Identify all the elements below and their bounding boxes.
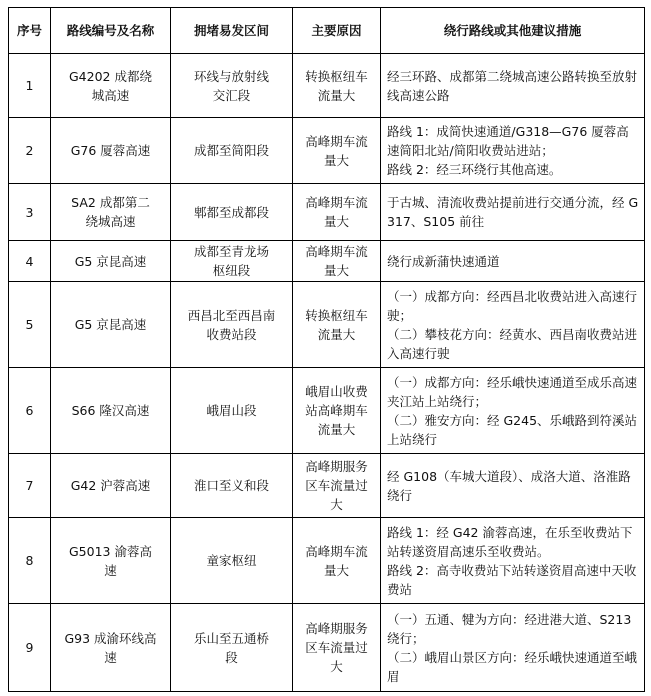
route-name: G4202 成都绕城高速 xyxy=(51,54,171,118)
table-row xyxy=(9,241,645,282)
advice-line: 路线 2：经三环绕行其他高速。 xyxy=(387,162,562,177)
route-name: G5 京昆高速 xyxy=(51,241,171,282)
congestion-section: 西昌北至西昌南收费站段 xyxy=(171,282,293,368)
detour-advice xyxy=(381,604,645,692)
document-page xyxy=(8,7,645,692)
header-advice: 绕行路线或其他建议措施 xyxy=(381,8,645,54)
table-row xyxy=(9,118,645,184)
row-number: 5 xyxy=(9,282,51,368)
route-name: S66 隆汉高速 xyxy=(51,368,171,454)
main-reason: 高峰期服务区车流量过大 xyxy=(293,604,381,692)
detour-advice xyxy=(381,454,645,518)
detour-advice xyxy=(381,368,645,454)
header-reason: 主要原因 xyxy=(293,8,381,54)
advice-line: （一）成都方向：经乐峨快速通道至成乐高速夹江站上站绕行； xyxy=(387,374,638,409)
table-row xyxy=(9,54,645,118)
congestion-section: 郫都至成都段 xyxy=(171,184,293,241)
route-name: G42 沪蓉高速 xyxy=(51,454,171,518)
table-header-row xyxy=(9,8,645,54)
congestion-section: 淮口至义和段 xyxy=(171,454,293,518)
advice-line: 绕行成新蒲快速通道 xyxy=(387,253,500,269)
advice-line: 路线 1：经 G42 渝蓉高速，在乐至收费站下站转遂资眉高速乐至收费站。 xyxy=(387,524,633,559)
row-number: 3 xyxy=(9,184,51,241)
congestion-section: 乐山至五通桥段 xyxy=(171,604,293,692)
row-number: 7 xyxy=(9,454,51,518)
main-reason: 高峰期车流量大 xyxy=(293,184,381,241)
detour-advice xyxy=(381,282,645,368)
main-reason: 转换枢纽车流量大 xyxy=(293,54,381,118)
table-row xyxy=(9,454,645,518)
advice-line: 于古城、清流收费站提前进行交通分流，经 G317、S105 前往 xyxy=(387,195,639,229)
congestion-section: 成都至简阳段 xyxy=(171,118,293,184)
advice-line: （一）成都方向：经西昌北收费站进入高速行驶； xyxy=(387,288,638,323)
route-name: G76 厦蓉高速 xyxy=(51,118,171,184)
header-route: 路线编号及名称 xyxy=(51,8,171,54)
detour-advice xyxy=(381,518,645,604)
advice-line: 经 G108（车城大道段）、成洛大道、洛淮路绕行 xyxy=(387,468,631,503)
detour-advice xyxy=(381,184,645,241)
advice-line: 路线 2：高寺收费站下站转遂资眉高速中天收费站 xyxy=(387,562,637,597)
row-number: 1 xyxy=(9,54,51,118)
table-row xyxy=(9,184,645,241)
detour-advice xyxy=(381,241,645,282)
congestion-section: 成都至青龙场枢纽段 xyxy=(171,241,293,282)
main-reason: 高峰期车流量大 xyxy=(293,518,381,604)
main-reason: 高峰期服务区车流量过大 xyxy=(293,454,381,518)
detour-advice xyxy=(381,118,645,184)
header-section: 拥堵易发区间 xyxy=(171,8,293,54)
main-reason: 高峰期车流量大 xyxy=(293,241,381,282)
table-row xyxy=(9,282,645,368)
header-no: 序号 xyxy=(9,8,51,54)
advice-line: （一）五通、犍为方向：经进港大道、S213 绕行； xyxy=(387,611,632,646)
route-name: G5 京昆高速 xyxy=(51,282,171,368)
congestion-section: 童家枢纽 xyxy=(171,518,293,604)
main-reason: 高峰期车流量大 xyxy=(293,118,381,184)
route-name: SA2 成都第二绕城高速 xyxy=(51,184,171,241)
congestion-section: 环线与放射线交汇段 xyxy=(171,54,293,118)
advice-line: 经三环路、成都第二绕城高速公路转换至放射线高速公路 xyxy=(387,68,638,103)
row-number: 4 xyxy=(9,241,51,282)
route-name: G93 成渝环线高速 xyxy=(51,604,171,692)
main-reason: 峨眉山收费站高峰期车流量大 xyxy=(293,368,381,454)
table-row xyxy=(9,518,645,604)
advice-line: （二）攀枝花方向：经黄水、西昌南收费站进入高速行驶 xyxy=(387,326,638,361)
table-row xyxy=(9,604,645,692)
main-reason: 转换枢纽车流量大 xyxy=(293,282,381,368)
advice-line: （二）峨眉山景区方向：经乐峨快速通道至峨眉 xyxy=(387,649,638,684)
congestion-section: 峨眉山段 xyxy=(171,368,293,454)
row-number: 9 xyxy=(9,604,51,692)
congestion-table xyxy=(8,7,645,692)
advice-line: 路线 1：成简快速通道/G318—G76 厦蓉高速简阳北站/简阳收费站进站； xyxy=(387,124,629,158)
route-name: G5013 渝蓉高速 xyxy=(51,518,171,604)
row-number: 6 xyxy=(9,368,51,454)
detour-advice xyxy=(381,54,645,118)
row-number: 2 xyxy=(9,118,51,184)
table-row xyxy=(9,368,645,454)
row-number: 8 xyxy=(9,518,51,604)
advice-line: （二）雅安方向：经 G245、乐峨路到符溪站上站绕行 xyxy=(387,412,638,447)
